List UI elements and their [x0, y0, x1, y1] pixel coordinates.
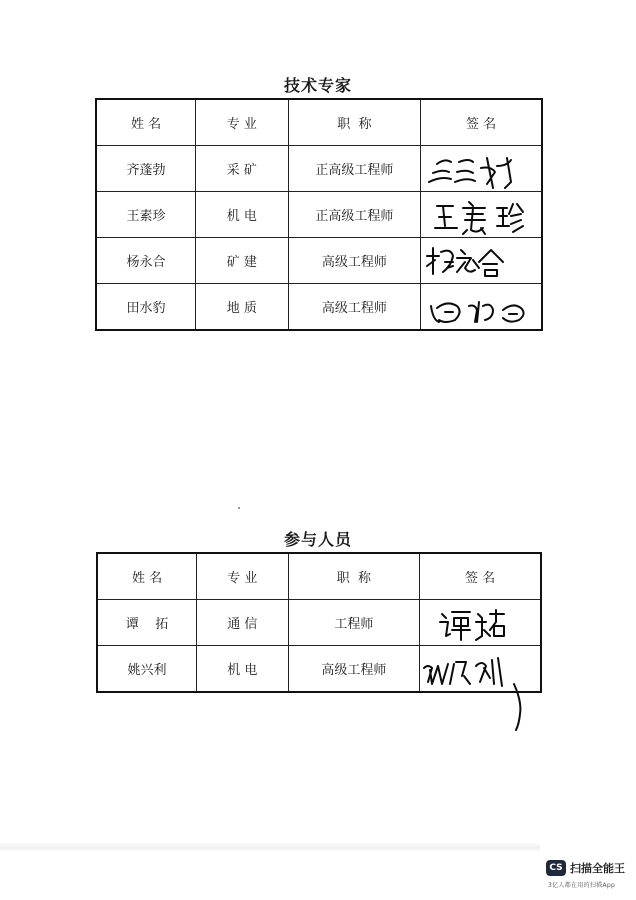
table-row: [96, 145, 542, 191]
participants-title: 参与人员: [283, 530, 352, 549]
cell-major: 矿 建: [196, 237, 289, 283]
scanner-tagline: 3亿人都在用的扫描App: [548, 882, 616, 889]
participants-table: [96, 552, 542, 693]
cell-name: 田水豹: [96, 283, 196, 330]
signature-tail-stroke: [508, 682, 528, 732]
signature-drawing: [420, 600, 542, 646]
cell-name: 谭 拓: [97, 599, 197, 645]
signature-drawing: [421, 238, 543, 283]
header-position: 职 称: [288, 553, 420, 599]
experts-title: 技术专家: [283, 76, 352, 95]
cell-position: 高级工程师: [288, 645, 420, 692]
handwritten-signature: [421, 237, 542, 283]
scan-shadow: [0, 842, 540, 852]
table-header-row: [97, 553, 541, 599]
scanner-logo: CS: [546, 860, 566, 876]
header-position: 职 称: [288, 99, 421, 145]
table-row: [97, 599, 541, 645]
scanner-watermark: [546, 858, 630, 894]
cell-major: 机 电: [197, 645, 289, 692]
signature-drawing: [421, 146, 543, 191]
table-row: [96, 191, 542, 237]
header-name: 姓 名: [96, 99, 196, 145]
cell-name: 杨永合: [96, 237, 196, 283]
cell-major: 采 矿: [196, 145, 289, 191]
cell-position: 高级工程师: [288, 237, 421, 283]
scanner-brand: 扫描全能王: [570, 862, 625, 875]
cell-major: 通 信: [197, 599, 289, 645]
cell-position: 正高级工程师: [288, 145, 421, 191]
cell-name: 齐蓬勃: [96, 145, 196, 191]
signature-drawing: [421, 284, 543, 329]
handwritten-signature: [420, 599, 541, 645]
handwritten-signature: [421, 145, 542, 191]
scan-speck: [238, 507, 240, 509]
signature-drawing: [421, 192, 543, 237]
cell-position: 高级工程师: [288, 283, 421, 330]
table-row: [96, 237, 542, 283]
header-major: 专 业: [196, 99, 289, 145]
header-major: 专 业: [197, 553, 289, 599]
table-row: [96, 283, 542, 330]
table-row: [97, 645, 541, 692]
cell-name: 姚兴利: [97, 645, 197, 692]
cell-major: 地 质: [196, 283, 289, 330]
header-signature: 签 名: [421, 99, 542, 145]
header-name: 姓 名: [97, 553, 197, 599]
cell-position: 正高级工程师: [288, 191, 421, 237]
experts-table: [95, 98, 543, 331]
header-signature: 签 名: [420, 553, 541, 599]
handwritten-signature: [421, 191, 542, 237]
table-header-row: [96, 99, 542, 145]
handwritten-signature: [421, 283, 542, 330]
cell-position: 工程师: [288, 599, 420, 645]
cell-major: 机 电: [196, 191, 289, 237]
cell-name: 王素珍: [96, 191, 196, 237]
